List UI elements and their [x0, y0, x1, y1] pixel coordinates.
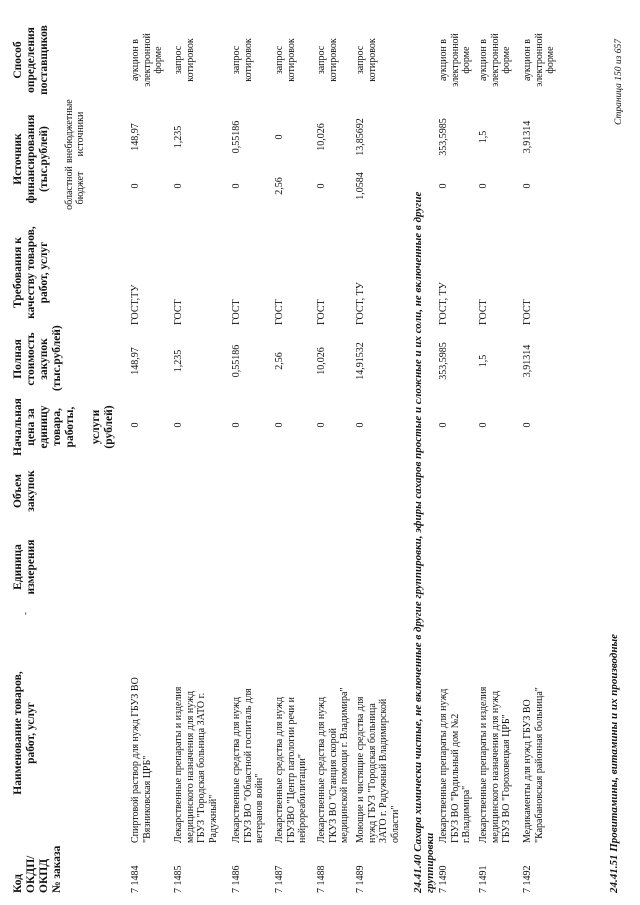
table-row-method: аукцион в электронной форме: [522, 33, 556, 87]
table-row-code: 7 1491: [478, 865, 489, 893]
header-offbudget: внебюджетные источники: [64, 99, 86, 163]
section-heading: 24.41.40 Сахара химически чистые, не включенные в другие группировки, эфиры сахаров простые и сложные и их соли, не включенные в другие группировки: [412, 191, 436, 893]
table-row-name: Лекарственные препараты и изделия медицинского назначения для нужд ГБУЗ "Городская больница ЗАТО г. Радужный": [173, 686, 219, 843]
table-row-offbudget: 353,5985: [438, 118, 449, 156]
table-row-offbudget: 0: [274, 134, 285, 140]
section-heading: 24.41.51 Провитамины, витамины и их производные: [608, 634, 620, 893]
table-row-requirements: ГОСТ: [173, 299, 184, 325]
header-name: Наименование товаров, работ, услуг: [12, 671, 37, 795]
table-row-method: аукцион в электронной форме: [130, 33, 164, 87]
table-row-code: 7 1492: [522, 865, 533, 893]
table-row-offbudget: 10,026: [316, 123, 327, 151]
table-row-requirements: ГОСТ, ТУ: [438, 282, 449, 325]
table-row-regional: 0: [438, 183, 449, 189]
table-row-full-cost: 148,97: [130, 347, 141, 375]
table-row-requirements: ГОСТ, ТУ: [355, 282, 366, 325]
header-unit: Единица измерения: [12, 539, 37, 595]
header-full-cost: Полная стоимость закупок (тыс.рублей): [12, 325, 63, 391]
table-row-code: 7 1490: [438, 865, 449, 893]
table-row-requirements: ГОСТ: [231, 299, 242, 325]
table-row-offbudget: 148,97: [130, 123, 141, 151]
header-code: Код ОКДП/ ОКПД № заказа: [12, 845, 63, 893]
table-row-code: 7 1484: [130, 865, 141, 893]
table-row-full-cost: 3,91314: [522, 344, 533, 378]
table-row-name: Лекарственные препараты для нужд ГБУЗ ВО "Родильный дом №2 г.Владимира": [438, 688, 472, 843]
table-row-offbudget: 1,5: [478, 130, 489, 144]
header-regional-budget: областной бюджет: [64, 166, 86, 210]
header-requirements: Требования к качеству товаров, работ, услуг: [12, 226, 50, 319]
table-row-initial-price: 0: [438, 422, 449, 428]
table-row-offbudget: 0,55186: [231, 120, 242, 154]
table-row-full-cost: 10,026: [316, 347, 327, 375]
table-row-name: Лекарственные средства для нужд ГБУЗВО "Центр патологии речи и нейрореабилитации": [274, 696, 308, 843]
table-row-offbudget: 3,91314: [522, 120, 533, 154]
table-row-full-cost: 1,235: [173, 349, 184, 373]
table-row-code: 7 1487: [274, 865, 285, 893]
table-row-initial-price: 0: [522, 422, 533, 428]
table-row-requirements: ГОСТ: [274, 299, 285, 325]
table-row-name: Спиртовой раствор для нужд ГБУЗ ВО "Вязниковская ЦРБ": [130, 677, 153, 843]
table-row-method: аукцион в электронной форме: [478, 33, 512, 87]
table-row-regional: 0: [130, 183, 141, 189]
table-row-full-cost: 0,55186: [231, 344, 242, 378]
table-row-method: запрос котировок: [231, 38, 254, 82]
table-row-method: аукцион в электронной форме: [438, 33, 472, 87]
table-row-code: 7 1485: [173, 865, 184, 893]
table-row-regional: 2,56: [274, 177, 285, 195]
table-row-initial-price: 0: [274, 422, 285, 428]
table-row-code: 7 1489: [355, 865, 366, 893]
table-row-requirements: ГОСТ: [478, 299, 489, 325]
header-volume: Объем закупок: [12, 470, 37, 512]
header-initial-price: Начальная цена за единицу товара, работы, услуги (рублей): [12, 398, 115, 456]
header-funding: Источник финансирования (тыс.рублей): [12, 114, 50, 204]
page-number: Страница 150 из 657: [614, 39, 624, 125]
table-row-regional: 0: [478, 183, 489, 189]
table-row-regional: 0: [231, 183, 242, 189]
table-row-initial-price: 0: [316, 422, 327, 428]
table-row-offbudget: 13,85692: [355, 118, 366, 156]
table-row-offbudget: 1,235: [173, 125, 184, 149]
table-row-code: 7 1486: [231, 865, 242, 893]
table-row-name: Моющие и чистящие средства для нужд ГБУЗ "Городская больница ЗАТО г. Радужный Владимирской области": [355, 696, 401, 843]
table-row-initial-price: 0: [173, 422, 184, 428]
table-row-regional: 0: [522, 183, 533, 189]
table-row-initial-price: 0: [478, 422, 489, 428]
table-row-regional: 0: [316, 183, 327, 189]
header-method: Способ определения поставщиков: [12, 25, 50, 95]
table-row-regional: 1,0584: [355, 172, 366, 200]
table-row-requirements: ГОСТ,ТУ: [130, 284, 141, 325]
table-row-initial-price: 0: [355, 422, 366, 428]
table-row-code: 7 1488: [316, 865, 327, 893]
table-row-name: Медикаменты для нужд ГБУЗ ВО "Карабановская районная больница": [522, 687, 545, 843]
table-row-name: Лекарственные средства для нужд ГБУЗ ВО "Областной госпиталь для ветеранов войн": [231, 688, 265, 843]
table-row-full-cost: 14,91532: [355, 342, 366, 380]
table-row-full-cost: 353,5985: [438, 342, 449, 380]
table-row-full-cost: 1,5: [478, 354, 489, 368]
table-row-requirements: ГОСТ: [522, 299, 533, 325]
table-row-method: запрос котировок: [173, 38, 196, 82]
table-row-regional: 0: [173, 183, 184, 189]
table-row-name: Лекарственные средства для нужд ГКУЗ ВО "Станция скорой медицинской помощи г. Владимира": [316, 687, 350, 843]
table-row-method: запрос котировок: [274, 38, 297, 82]
table-row-initial-price: 0: [130, 422, 141, 428]
table-row-name: Лекарственные препараты и изделия медицинского назначения для нужд ГБУЗ ВО "Гороховецкая ЦРБ": [478, 686, 512, 843]
table-row-full-cost: 2,56: [274, 352, 285, 370]
table-row-initial-price: 0: [231, 422, 242, 428]
header-dash: -: [20, 612, 30, 615]
table-row-method: запрос котировок: [355, 38, 378, 82]
table-row-requirements: ГОСТ: [316, 299, 327, 325]
table-row-method: запрос котировок: [316, 38, 339, 82]
